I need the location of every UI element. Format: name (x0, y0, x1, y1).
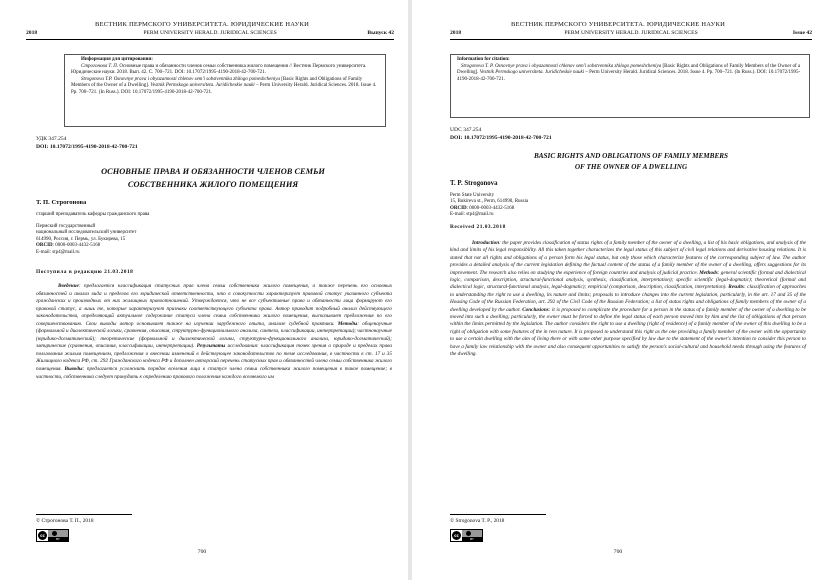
license-by-label: BY (462, 537, 482, 541)
email: E-mail: stp4@mail.ru (36, 249, 80, 255)
abstract-heading: Methods (699, 269, 718, 276)
citation-ru-authors: Строгонова Т. П. (81, 63, 119, 69)
article-title-line-2: OF THE OWNER OF A DWELLING (574, 163, 688, 171)
header-subtitle: PERM UNIVERSITY HERALD. JURIDICAL SCIENCES (564, 30, 698, 36)
affiliation-line: 15, Bukireva st., Perm, 614990, Russia (450, 199, 529, 205)
article-title (36, 165, 390, 191)
page-number: 700 (613, 549, 623, 555)
running-header (26, 30, 394, 40)
journal-title: ВЕСТНИК ПЕРМСКОГО УНИВЕРСИТЕТА. ЮРИДИЧЕСКИЕ НАУКИ (94, 21, 310, 28)
affiliation-line: Пермский государственный (36, 224, 96, 229)
abstract (450, 240, 806, 359)
person-icon (52, 531, 57, 536)
abstract-heading: Conclusions (522, 306, 549, 313)
abstract-text: : предлагается усложнить порядок вселения лица в статусе члена семьи собственника жилого помещения в такое помещение; в частности, собственника следует принудить к определению правового положения каждого вселяемого им (36, 366, 392, 380)
author-affiliation (450, 193, 528, 219)
journal-page-russian (0, 0, 404, 580)
running-header (450, 30, 812, 40)
author-position: старший преподаватель кафедры гражданского права (36, 212, 150, 217)
citation-ru-rest: Основные права и обязанности членов семьи собственника жилого помещения // Вестник Пермского университета. Юридические науки. 2018. Вып. 42. С. 700–721. DOI: 10.17072/1995-4190-2018-42-700-721. (71, 63, 367, 76)
abstract-text: : the paper provides classification of status rights of a family member of the owner of a dwelling, a list of his basic obligations, and analysis of the kind and limits of his legal responsibility. All this taken together characterizes the legal status of this subject of civil legal relations and derivative housing relations. It is stated that not all rights and obligations of a person form his legal status, but only those which characterize features of the corresponding subject of law. The author provides a detailed analysis of the current legislation defining the factual content of the status of a family member of the owner of a dwelling, offers suggestions for its improvement. The research also relies on studying the experience of foreign countries and analysis of judicial practice. (450, 240, 806, 276)
journal-page-english (416, 0, 820, 580)
abstract-text: исследования: классификация точек зрения о природе и пределах права пользования жилым помещением, предложения о внесении изменений в действующее законодательство по теме исследования, в частности в ст. 17 и 35 Жилищного кодекса РФ, ст. 292 Гражданского кодекса РФ и дополнен авторский перечень статусных прав и обязанностей члена семьи собственника жилого помещения. (36, 343, 392, 373)
abstract-heading: Методы (337, 320, 358, 327)
citation-en-lead: Strogonova T.P. Osnovnye prava i obyazannosti chlenov sem'i sobstvennika zhilogo pomeshcheniya (81, 76, 281, 82)
abstract-heading: Introduction (472, 240, 500, 246)
copyright: © Strogonova T. P., 2018 (450, 518, 505, 524)
citation-journal: Vestnik Permskogo universiteta. Juridicheskie nauki (479, 70, 585, 76)
citation-title: Information for citation: (457, 57, 510, 62)
license-by-label: BY (48, 537, 68, 541)
email: E-mail: stp4@mail.ru (450, 212, 494, 218)
abstract-heading: Results (728, 284, 744, 291)
citation-rest: [Basic Rights and Obligations of Family Members of the Owner of a Dwelling]. (457, 63, 801, 76)
citation-en-rest: [Basic Rights and Obligations of Family Members of the Owner of a Dwelling]. (71, 76, 363, 89)
citation-ru (71, 64, 379, 77)
citation-en-journal: Vestnik Permskogo universiteta. Juridicheskie nauki (150, 83, 255, 89)
citation-en-tail: – Perm University Herald. Juridical Sciences. 2018. Issue 4. Pp. 700–721. (In Russ.). DOI: 10.17072/1995-4190-2018-42-700-721. (71, 83, 377, 95)
header-issue: Выпуск 42 (367, 30, 394, 36)
citation-box (64, 54, 386, 127)
citation-en (71, 77, 379, 97)
citation-box (450, 54, 810, 118)
orcid-value: : 0000-0003-4432-5168 (466, 205, 515, 211)
header-year: 2018 (450, 30, 462, 36)
header-year: 2018 (26, 30, 38, 36)
udc-code: УДК 347.254 (36, 136, 67, 142)
page-gutter (408, 0, 412, 580)
footnote-rule (450, 514, 546, 515)
affiliation-line: 614990, Россия, г. Пермь, ул. Букирева, 15 (36, 236, 126, 242)
cc-by-license-icon: cc BY (450, 529, 483, 542)
journal-title: ВЕСТНИК ПЕРМСКОГО УНИВЕРСИТЕТА. ЮРИДИЧЕСКИЕ НАУКИ (510, 21, 726, 28)
orcid-value: : 0000-0003-4432-5168 (52, 243, 101, 249)
abstract-text: : general scientific (formal and dialectical logic, comparison, description, structural-functional analysis, synthesis, classification, interpretation); specific scientific (legal-dogmatic); theoretical (formal and dialectical logic, structural-functional analysis, legal-dogmatic); empirical (comparison, description, classification, interpretation). (450, 269, 806, 291)
udc-code: UDC 347.254 (450, 127, 482, 133)
page-number: 700 (197, 549, 207, 555)
article-title-line-1: BASIC RIGHTS AND OBLIGATIONS OF FAMILY MEMBERS (533, 152, 729, 160)
article-title (450, 151, 812, 173)
affiliation-line: Perm State University (450, 193, 495, 198)
abstract-text: : общенаучные (формальной и диалектической логики, сравнения, описания, структурно-функционального анализа, синтеза, классификации, интерпретации); частнонаучные (юридико-догматический); теоретические (формальной и диалектической логики, структурно-функционального анализа, юридико-догматический); эмпирические (сравнения, описания, классификации, интерпретации). (36, 320, 392, 350)
author-name: Т. П. Строгонова (36, 199, 87, 206)
header-issue: Issue 42 (792, 30, 812, 36)
author-affiliation (36, 224, 136, 256)
orcid-label: ORCID (450, 205, 467, 211)
header-subtitle: PERM UNIVERSITY HERALD. JURIDICAL SCIENCES (143, 30, 277, 36)
received-date: Received 21.03.2018 (450, 224, 506, 230)
affiliation-line: национальный исследовательский университет (36, 230, 137, 236)
abstract-heading: Введение (58, 283, 79, 289)
abstract-text: : it is proposed to complicate the procedure for a person in the status of a family member of the owner of a dwelling to be moved into such a dwelling; particularly, the owner must be forced to define the legal status of each person moved into by him and the list of obligations of that person within the limits permitted by the legislation. The author considers the right to use a dwelling (right of residence) of a family member of the owner of this dwelling to be a right of obligation with some features of the in rem nature. It is proposed to understand this right as the one providing a family member of the owner with the opportunity to use a certain dwelling with the aim of living there or with some other purpose specified by law due to the statement of the owner's intention to consider this person to have a family law relationship with the owner and also consequent opportunities to satisfy the person's social-cultural and household needs through using the features of the dwelling. (450, 306, 806, 358)
doi: DOI: 10.17072/1995-4190-2018-42-700-721 (450, 135, 552, 141)
abstract-text: : classification of approaches to understanding the right to use a dwelling, its nature and limits; proposals to introduce changes into the current legislation, particularly, in the art. 17 and 35 of the Housing Code of the Russian Federation, art. 292 of the Civil Code of the Russian Federation; a list of status rights and obligations of family members of the owner of a dwelling developed by the author. (450, 284, 806, 313)
received-date: Поступила в редакцию 21.03.2018 (36, 269, 134, 275)
abstract-heading: Выводы (64, 366, 83, 373)
citation-title: Информация для цитирования: (81, 57, 153, 62)
article-title-line-2: СОБСТВЕННИКА ЖИЛОГО ПОМЕЩЕНИЯ (127, 180, 299, 189)
copyright: © Строгонова Т. П., 2018 (36, 518, 94, 524)
author-name: T. P. Strogonova (450, 180, 498, 187)
citation-lead: Strogonova T. P. Osnovnye prava i obyazannosti chlenov sem'i sobstvennika zhilogo pomeshcheniya (461, 63, 662, 69)
abstract-heading: Результаты (196, 343, 226, 350)
cc-by-license-icon: cc BY (36, 529, 69, 542)
doi: DOI: 10.17072/1995-4190-2018-42-700-721 (36, 144, 138, 150)
person-icon (466, 531, 471, 536)
article-title-line-1: ОСНОВНЫЕ ПРАВА И ОБЯЗАННОСТИ ЧЛЕНОВ СЕМЬИ (101, 167, 325, 176)
footnote-rule (36, 514, 132, 515)
citation-en (457, 64, 803, 84)
orcid-label: ORCID (36, 243, 53, 249)
abstract-text: : предлагается классификация статусных прав члена семьи собственника жилого помещения, а также перечень его основных обязанностей и анализ вида и пределов его юридической ответственности, что в совокупности характеризует правовой статус указанного субъекта гражданских и производных от них жилищных правоотношений. Утверждается, что не все субъективные права и обязанности лица формируют его правовой статус, а лишь те, которые характеризуют признаки соответствующего субъекта права. Автор приводит подробный анализ действующего законодательства, определяющий актуальное содержание статуса члена семьи собственника жилого помещения, высказывает предложения по его совершенствованию. Свои выводы автор основывает также на изучении зарубежного опыта, анализе судебной практики. (36, 283, 392, 327)
abstract (36, 283, 392, 381)
citation-tail: – Perm University Herald. Juridical Sciences. 2018. Issue 4. Pp. 700–721. (In Russ.). DOI: 10.17072/1995-4190-2018-42-700-721. (457, 70, 801, 82)
